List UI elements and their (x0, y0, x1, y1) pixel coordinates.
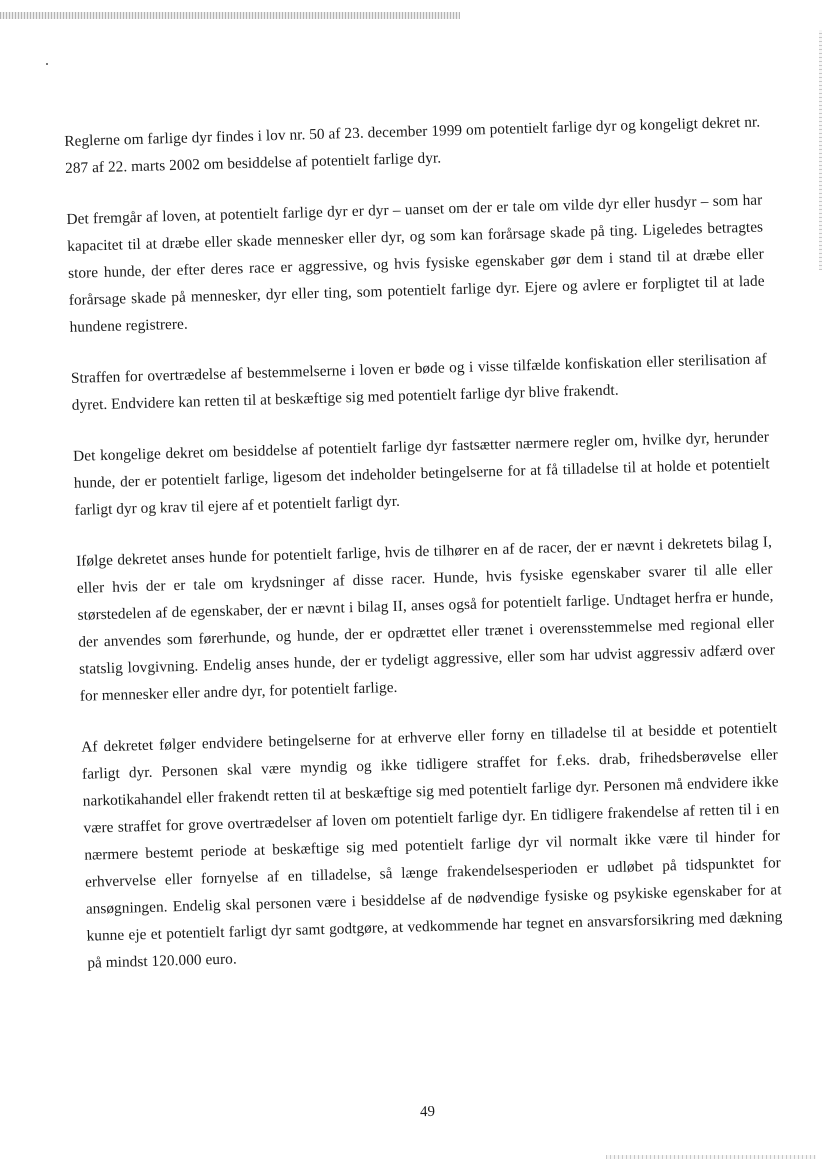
paragraph-2: Det fremgår af loven, at potentielt farlige dyr er dyr – uanset om der er tale om vilde dyr eller husdyr – som har kapacitet til at dræbe eller skade mennesker eller dyr, og som kan forårsage skade på ting. Ligeledes betragtes store hunde, der efter deres race er aggressive, og hvis fysiske egenskaber gør dem i stand til at dræbe eller forårsage skade på mennesker, dyr eller ting, som potentielt farlige dyr. Ejere og avlere er forpligtet til at lade hundene registrere. (66, 191, 765, 336)
paragraph-6: Af dekretet følger endvidere betingelserne for at erhverve eller forny en tilladelse til at besidde et potentielt farligt dyr. Personen skal være myndig og ikke tidligere straffet for f.eks. drab, frihedsberøvelse eller narkotikahandel eller frakendt retten til at beskæftige sig med potentielt farlige dyr. Personen må endvidere ikke være straffet for grove overtrædelser af loven om potentielt farlige dyr. En tidligere frakendelse af retten til i en nærmere bestemt periode at beskæftige sig med potentielt farlige dyr vil normalt ikke være til hinder for erhvervelse eller fornyelse af en tilladelse, så længe frakendelsesperioden er udløbet på tidspunktet for ansøgningen. Endelig skal personen være i besiddelse af de nødvendige fysiske og psykiske egenskaber for at kunne eje et potentielt farligt dyr samt godtgøre, at vedkommende har tegnet en ansvarsforsikring med dækning på mindst 120.000 euro. (81, 719, 783, 972)
scan-edge-top (0, 12, 460, 19)
paragraph-5: Ifølge dekretet anses hunde for potentielt farlige, hvis de tilhører en af de racer, der er nævnt i dekretets bilag I, eller hvis der er tale om krydsninger af disse racer. Hunde, hvis fysiske egenskaber svarer til alle eller størstedelen af de egenskaber, der er nævnt i bilag II, anses også for potentielt farlige. Undtaget herfra er hunde, der anvendes som førerhunde, og hunde, der er opdrættet eller trænet i overensstemmelse med regional eller statslig lovgivning. Endelig anses hunde, der er tydeligt aggressive, eller som har udvist aggressiv adfærd over for mennesker eller andre dyr, for potentielt farlige. (75, 533, 776, 705)
page-number: 49 (419, 1103, 436, 1121)
paragraph-1: Reglerne om farlige dyr findes i lov nr. 50 af 23. december 1999 om potentielt farlige dyr og kongeligt dekret nr. 287 af 22. marts 2002 om besiddelse af potentielt farlige dyr. (64, 113, 761, 177)
scan-edge-bottom (606, 1155, 816, 1159)
scan-edge-right (819, 30, 822, 270)
paragraph-3: Straffen for overtrædelse af bestemmelserne i loven er bøde og i visse tilfælde konfiskation eller sterilisation af dyret. Endvidere kan retten til at beskæftige sig med potentielt farlige dyr blive frakendt. (70, 350, 767, 414)
paragraph-4: Det kongelige dekret om besiddelse af potentielt farlige dyr fastsætter nærmere regler om, hvilke dyr, herunder hunde, der er potentielt farlige, ligesom det indeholder betingelserne for at få tilladelse til at holde et potentielt farligt dyr og krav til ejere af et potentielt farligt dyr. (72, 428, 770, 519)
document-body (64, 109, 784, 1001)
scan-speck (46, 63, 48, 65)
